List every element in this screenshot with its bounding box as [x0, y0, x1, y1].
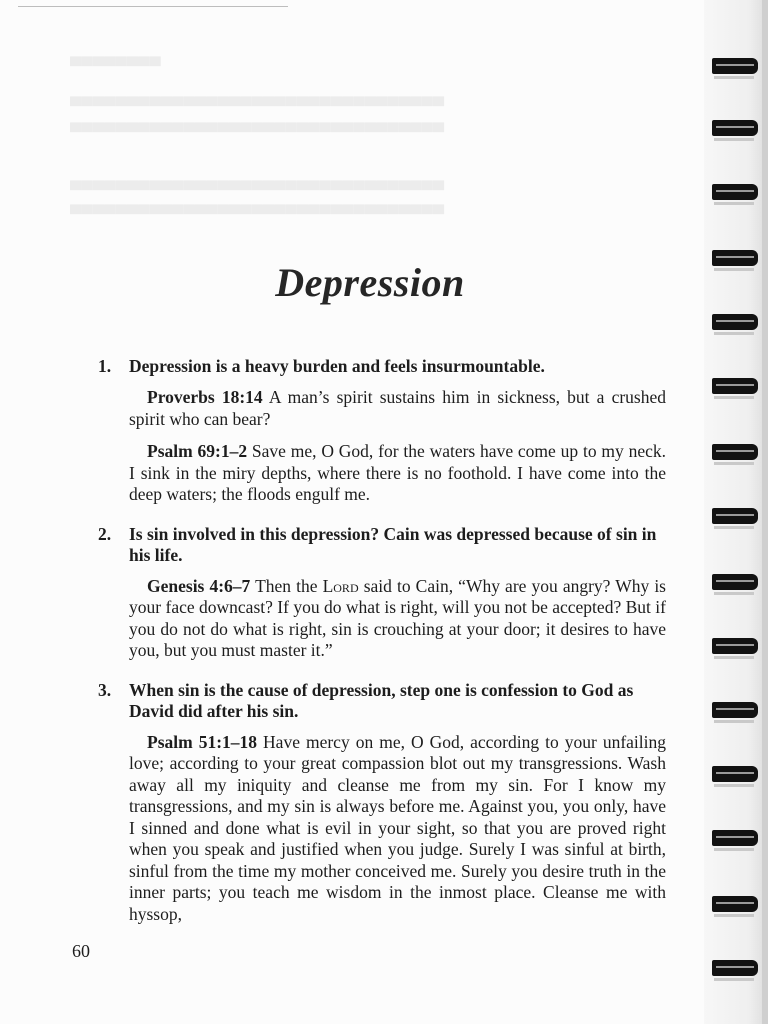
- spiral-coil: [712, 956, 760, 982]
- page-title: Depression: [275, 259, 465, 305]
- spiral-binding: [704, 0, 768, 1024]
- spiral-coil: [712, 698, 760, 724]
- point-heading-text: Depression is a heavy burden and feels insurmountable.: [129, 356, 545, 376]
- spiral-coil: [712, 180, 760, 206]
- bleed-through-shadow: ▀▀▀▀▀▀▀▀▀▀▀▀▀▀▀▀▀▀▀▀▀▀▀▀▀▀▀▀▀▀▀▀▀: [70, 206, 445, 223]
- verse-text: Have mercy on me, O God, according to your unfailing love; according to your great compassion blot out my transgressions. Wash away all my iniquity and cleanse me from my sin. For I know my transgressions, and my sin is always before me. Against you, you only, have I sinned and done what is evil in your sight, so that you are proved right when you speak and justified when you judge. Surely I was sinful at birth, sinful from the time my mother conceived me. Surely you desire truth in the inner parts; you teach me wisdom in the inmost place. Cleanse me with hyssop,: [129, 731, 667, 924]
- point-heading: [98, 356, 666, 377]
- point-heading-text: When sin is the cause of depression, step one is confession to God as David did after his sin.: [129, 679, 634, 721]
- verse-reference: Psalm 69:1–2: [147, 441, 248, 461]
- bleed-through-shadow: ▀▀▀▀▀▀▀▀▀▀▀▀▀▀▀▀▀▀▀▀▀▀▀▀▀▀▀▀▀▀▀▀▀: [70, 98, 445, 115]
- scripture-verse: [129, 441, 666, 506]
- spiral-coil: [712, 504, 760, 530]
- verse-text: said to Cain, “Why are you angry? Why is your face downcast? If you do what is right, will you not be accepted? But if you do not do what is right, sin is crouching at your door; it desires to have you, but you must master it.”: [129, 575, 666, 660]
- spiral-coil: [712, 246, 760, 272]
- scripture-verse: [129, 576, 666, 662]
- spiral-coil: [712, 826, 760, 852]
- bleed-through-shadow: ▀▀▀▀▀▀▀▀▀▀▀▀▀▀▀▀▀▀▀▀▀▀▀▀▀▀▀▀▀▀▀▀▀: [70, 182, 445, 199]
- point-number: 3.: [98, 679, 112, 700]
- verse-reference: Genesis 4:6–7: [147, 575, 251, 596]
- page-body: [98, 356, 666, 936]
- binding-edge-shadow: [762, 0, 768, 1024]
- spiral-coil: [712, 892, 760, 918]
- bleed-through-shadow: ▀▀▀▀▀▀▀▀▀▀▀▀▀▀▀▀▀▀▀▀▀▀▀▀▀▀▀▀▀▀▀▀▀: [70, 124, 445, 141]
- scripture-verse: [129, 732, 666, 926]
- bleed-through-shadow: ▀▀▀▀▀▀▀▀: [70, 58, 161, 75]
- verse-reference: Psalm 51:1–18: [147, 731, 258, 752]
- point-number: 2.: [98, 523, 112, 544]
- spiral-coil: [712, 54, 760, 80]
- point-number: 1.: [98, 356, 112, 376]
- spiral-coil: [712, 440, 760, 466]
- spiral-coil: [712, 634, 760, 660]
- scripture-verse: [129, 387, 666, 430]
- point-heading-text: Is sin involved in this depression? Cain was depressed because of sin in his life.: [129, 523, 657, 565]
- spiral-coil: [712, 374, 760, 400]
- point-heading: [98, 524, 666, 566]
- spiral-coil: [712, 116, 760, 142]
- lord-small-caps: Lord: [322, 575, 359, 596]
- point-heading: [98, 680, 666, 722]
- verse-reference: Proverbs 18:14: [147, 387, 263, 407]
- verse-text: Then the: [255, 575, 323, 596]
- spiral-coil: [712, 310, 760, 336]
- page-number: 60: [72, 941, 90, 961]
- verse-text: Save me, O God, for the waters have come up to my neck. I sink in the miry depths, where there is no foothold. I have come into the deep waters; the floods engulf me.: [129, 441, 666, 504]
- spiral-coil: [712, 762, 760, 788]
- spiral-coil: [712, 570, 760, 596]
- top-edge-rule: [18, 6, 288, 7]
- verse-text: A man’s spirit sustains him in sickness, but a crushed spirit who can bear?: [129, 387, 666, 429]
